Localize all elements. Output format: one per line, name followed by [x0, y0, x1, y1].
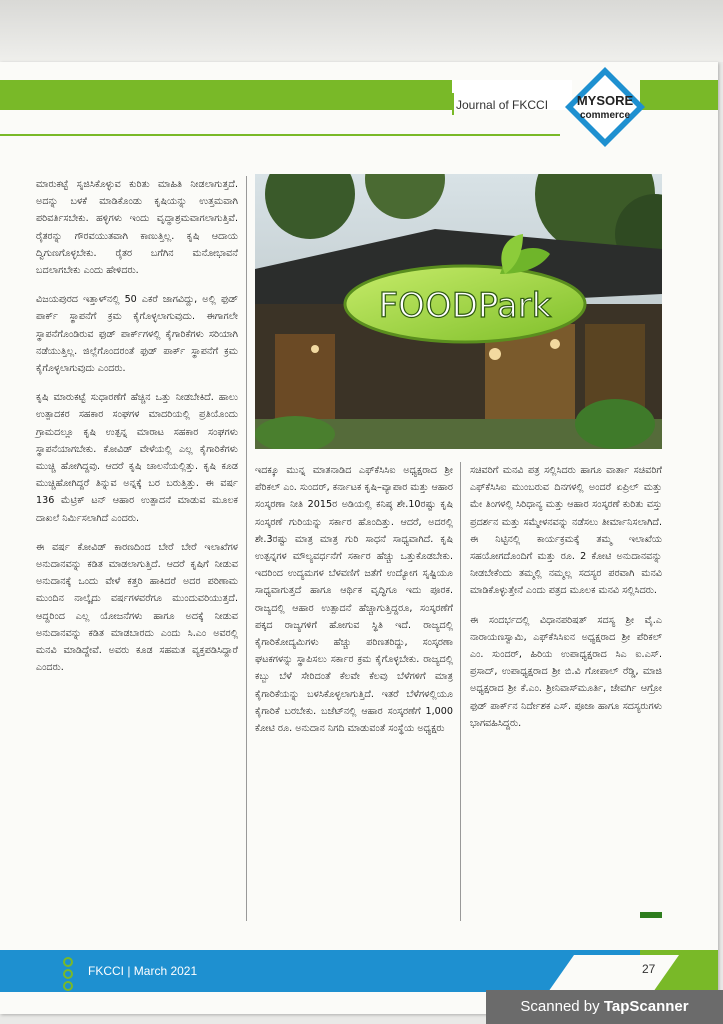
column-divider [460, 462, 461, 921]
mysore-commerce-logo [563, 65, 647, 149]
paragraph: ಮಾರುಕಟ್ಟೆ ಸೃಜಿಸಿಕೊಳ್ಳುವ ಕುರಿತು ಮಾಹಿತಿ ನೀಡಲಾಗುತ್ತದೆ. ಅದನ್ನು ಬಳಕೆ ಮಾಡಿಕೊಂಡು ಕೃಷಿಯನ್ನು ಉತ್ತಮವಾಗಿ ಪರಿವರ್ತಿಸಬೇಕು. ಹಳ್ಳಿಗಳು ಇಂದು ವೃದ್ಧಾಶ್ರಮವಾಗಲಾಗುತ್ತಿವೆ. ರೈತರನ್ನು ಗೌರವಯುತವಾಗಿ ಕಾಣುತ್ತಿಲ್ಲ. ಕೃಷಿ ಆದಾಯ ದ್ವಿಗುಣಗೊಳ್ಳಬೇಕು. ರೈತರ ಬಗೆಗಿನ ಮನೋಭಾವನೆ ಬದಲಾಗಬೇಕು ಎಂದು ಹೇಳಿದರು. [36, 179, 238, 277]
header-green-band [0, 80, 480, 110]
page-number: 27 [642, 962, 656, 976]
footer-issue: FKCCI | March 2021 [88, 964, 198, 978]
tapscanner-watermark [486, 990, 723, 1024]
watermark-brand: TapScanner [603, 998, 689, 1015]
watermark-prefix: Scanned by [520, 998, 604, 1015]
header-divider [452, 93, 454, 115]
food-park-photo [255, 174, 662, 449]
article-column-2 [255, 462, 453, 749]
article-end-mark [640, 912, 662, 918]
paragraph: ಸಚಿವರಿಗೆ ಮನವಿ ಪತ್ರ ಸಲ್ಲಿಸಿದರು ಹಾಗೂ ವಾರ್ತಾ ಸಚಿವರಿಗೆ ಎಫ್‌ಕೆಸಿಸಿಐ ಮುಂಬರುವ ದಿನಗಳಲ್ಲಿ ಅಂದರೆ ಏಪ್ರಿಲ್ ಮತ್ತು ಮೇ ತಿಂಗಳಲ್ಲಿ ಸಿರಿಧಾನ್ಯ ಮತ್ತು ಆಹಾರ ಸಂಸ್ಕರಣೆ ಕುರಿತು ವಸ್ತು ಪ್ರದರ್ಶನ ಮತ್ತು ಸಮ್ಮೇಳನವನ್ನು ನಡೆಸಲು ತೀರ್ಮಾನಿಸಲಾಗಿದೆ. ಈ ನಿಟ್ಟಿನಲ್ಲಿ ಕಾರ್ಯಕ್ರಮಕ್ಕೆ ತಮ್ಮ ಇಲಾಖೆಯ ಸಹಯೋಗದೊಂದಿಗೆ ಮತ್ತು ರೂ. 2 ಕೋಟಿ ಅನುದಾನವನ್ನು ನೀಡಬೇಕೆಂದು ತಮ್ಮಲ್ಲಿ ನಮ್ಮಲ್ಲ ಸದಸ್ಯರ ಪರವಾಗಿ ಮನವಿ ಮಾಡಿಕೊಳ್ಳುತ್ತೇನೆ ಎಂದು ಪತ್ರದ ಮೂಲಕ ಮನವಿ ಸಲ್ಲಿಸಿದರು. [470, 465, 662, 597]
binder-rings-icon [58, 954, 78, 994]
journal-title: Journal of FKCCI [456, 98, 549, 112]
column-divider [246, 176, 247, 921]
paragraph: ಈ ಸಂದರ್ಭದಲ್ಲಿ ವಿಧಾನಪರಿಷತ್ ಸದಸ್ಯ ಶ್ರೀ ವೈ.ಎ ನಾರಾಯಣಸ್ವಾಮಿ, ಎಫ್‌ಕೆಸಿಸಿಐನ ಅಧ್ಯಕ್ಷರಾದ ಶ್ರೀ ಪೆರಿಕಲ್ ಎಂ. ಸುಂದರ್, ಹಿರಿಯ ಉಪಾಧ್ಯಕ್ಷರಾದ ಸಿಎ ಐ.ಎಸ್. ಪ್ರಸಾದ್, ಉಪಾಧ್ಯಕ್ಷರಾದ ಶ್ರೀ ಬಿ.ವಿ ಗೋಪಾಲ್ ರೆಡ್ಡಿ, ಮಾಜಿ ಅಧ್ಯಕ್ಷರಾದ ಶ್ರೀ ಕೆ.ಎಂ. ಶ್ರೀನಿವಾಸ್‌ಮೂರ್ತಿ, ಜೇವರ್ಗಿ ಆಗ್ರೋ ಫುಡ್ ಪಾರ್ಕ್‌ನ ನಿರ್ದೇಶಕ ಎಸ್. ಪೂಜಾ ಹಾಗೂ ಸದಸ್ಯರುಗಳು ಭಾಗವಹಿಸಿದ್ದರು. [470, 614, 662, 729]
paragraph: ಈ ವರ್ಷ ಕೋವಿಡ್ ಕಾರಣದಿಂದ ಬೇರೆ ಬೇರೆ ಇಲಾಖೆಗಳ ಅನುದಾನವನ್ನು ಕಡಿತ ಮಾಡಲಾಗುತ್ತಿದೆ. ಆದರೆ ಕೃಷಿಗೆ ನೀಡುವ ಅನುದಾನಕ್ಕೆ ಒಂದು ವೇಳೆ ಕತ್ತರಿ ಹಾಕಿದರೆ ಅದರ ಪರಿಣಾಮ ಮುಂದಿನ ನಾಲ್ಕೈದು ವರ್ಷಗಳವರೆಗೂ ಮುಂದುವರಿಯುತ್ತದೆ. ಆದ್ದರಿಂದ ಎಲ್ಲ ಯೋಜನೆಗಳು ಹಾಗೂ ಅದಕ್ಕೆ ನೀಡುವ ಅನುದಾನವನ್ನು ಕಡಿತ ಮಾಡಬಾರದು ಎಂದು ಸಿ.ಎಂ ಅವರಲ್ಲಿ ಮನವಿ ಮಾಡಿದ್ದೇವೆ. ಅವರು ಕೂಡ ಸಹಮತ ವ್ಯಕ್ತಪಡಿಸಿದ್ದಾರೆ ಎಂದರು. [36, 541, 238, 674]
article-column-3 [470, 462, 662, 744]
header-rule [0, 134, 560, 136]
logo-line2: commerce [579, 110, 631, 121]
paragraph: ಇದಕ್ಕೂ ಮುನ್ನ ಮಾತನಾಡಿದ ಎಫ್‌ಕೆಸಿಸಿಐ ಅಧ್ಯಕ್ಷರಾದ ಶ್ರೀ ಪೆರಿಕಲ್ ಎಂ. ಸುಂದರ್, ಕರ್ನಾಟಕ ಕೃಷಿ–ವ್ಯಾಪಾರ ಮತ್ತು ಆಹಾರ ಸಂಸ್ಕರಣಾ ನೀತಿ 2015ರ ಅಡಿಯಲ್ಲಿ ಕನಿಷ್ಠ ಶೇ.10ರಷ್ಟು ಕೃಷಿ ಸಂಸ್ಕರಣೆ ಗುರಿಯನ್ನು ಸರ್ಕಾರ ಹೊಂದಿತ್ತು. ಆದರೆ, ಅದರಲ್ಲಿ ಶೇ.3ರಷ್ಟು ಮಾತ್ರ ಮಾತ್ರ ಗುರಿ ಸಾಧನೆ ಸಾಧ್ಯವಾಗಿದೆ. ಕೃಷಿ ಉತ್ಪನ್ನಗಳ ಮೌಲ್ಯವರ್ಧನೆಗೆ ಸರ್ಕಾರ ಹೆಚ್ಚು ಒತ್ತುಕೊಡಬೇಕು. ಇದರಿಂದ ಉದ್ಯಮಗಳ ಬೆಳವಣಿಗೆ ಜತೆಗೆ ಉದ್ಯೋಗ ಸೃಷ್ಟಿಯೂ ಸಾಧ್ಯವಾಗುತ್ತದೆ ಹಾಗೂ ಆರ್ಥಿಕ ವೃದ್ಧಿಗೂ ಇದು ಪೂರಕ. ರಾಜ್ಯದಲ್ಲಿ ಆಹಾರ ಉತ್ಪಾದನೆ ಹೆಚ್ಚಾಗುತ್ತಿದ್ದರೂ, ಸಂಸ್ಕರಣೆಗೆ ಪಕ್ಕದ ರಾಜ್ಯಗಳಿಗೆ ಹೋಗುವ ಸ್ಥಿತಿ ಇದೆ. ರಾಜ್ಯದಲ್ಲಿ ಕೈಗಾರಿಕೋದ್ಯಮಿಗಳು ಹೆಚ್ಚು ಪರಿಣತರಿದ್ದು, ಸಂಸ್ಕರಣಾ ಘಟಕಗಳನ್ನು ಸ್ಥಾಪಿಸಲು ಸರ್ಕಾರ ಕ್ರಮ ಕೈಗೊಳ್ಳಬೇಕು. ರಾಜ್ಯದಲ್ಲಿ ಕಬ್ಬು ಬೆಳೆ ಸೇರಿದಂತೆ ಕೆಲವೇ ಕೆಲವು ಬೆಳೆಗಳಿಗೆ ಮಾತ್ರ ಕೈಗಾರಿಕೆಯನ್ನು ಬಳಸಿಕೊಳ್ಳಲಾಗುತ್ತಿದೆ. ಇತರೆ ಬೆಳೆಗಳಲ್ಲಿಯೂ ಕೈಗಾರಿಕೆ ಬರಬೇಕು. ಬಜೆಟ್‌ನಲ್ಲಿ ಆಹಾರ ಸಂಸ್ಕರಣೆಗೆ 1,000 ಕೋಟಿ ರೂ. ಅನುದಾನ ನಿಗದಿ ಮಾಡುವಂತೆ ಸಂಸ್ಥೆಯ ಅಧ್ಯಕ್ಷರು [255, 465, 453, 735]
logo-line1: MYSORE [576, 93, 634, 108]
food-park-sign-text: FOODPark [378, 286, 552, 326]
header-green-band-right [640, 80, 718, 110]
scan-top-shadow [0, 0, 723, 62]
article-column-1 [36, 176, 238, 688]
paragraph: ಕೃಷಿ ಮಾರುಕಟ್ಟೆ ಸುಧಾರಣೆಗೆ ಹೆಚ್ಚಿನ ಒತ್ತು ನೀಡಬೇಕಿದೆ. ಹಾಲು ಉತ್ಪಾದಕರ ಸಹಕಾರ ಸಂಘಗಳ ಮಾದರಿಯಲ್ಲಿ ಪ್ರತಿಯೊಂದು ಗ್ರಾಮದಲ್ಲೂ ಕೃಷಿ ಉತ್ಪನ್ನ ಮಾರಾಟ ಸಹಕಾರ ಸಂಘಗಳು ಸ್ಥಾಪನೆಯಾಗಬೇಕು. ಕೋವಿಡ್ ವೇಳೆಯಲ್ಲಿ ಎಲ್ಲ ಕೈಗಾರಿಕೆಗಳು ಮುಚ್ಚಿ ಹೋಗಿದ್ದವು. ಆದರೆ ಕೃಷಿ ಚಾಲನೆಯಲ್ಲಿತ್ತು. ಕೃಷಿ ಕೂಡ ಮುಚ್ಚಿಹೋಗಿದ್ದರೆ ತಿನ್ನುವ ಅನ್ನಕ್ಕೆ ಬರ ಬರುತ್ತಿತ್ತು. ಈ ವರ್ಷ 136 ಮೆಟ್ರಿಕ್ ಟನ್ ಆಹಾರ ಉತ್ಪಾದನೆ ಮಾಡುವ ಮೂಲಕ ದಾಖಲೆ ನಿರ್ಮಿಸಲಾಗಿದೆ ಎಂದರು. [36, 392, 238, 524]
paragraph: ವಿಜಯಪುರದ ಇತ್ತಾಳ್‌ನಲ್ಲಿ 50 ಎಕರೆ ಜಾಗವಿದ್ದು, ಅಲ್ಲಿ ಫುಡ್ ಪಾರ್ಕ್ ಸ್ಥಾಪನೆಗೆ ಕ್ರಮ ಕೈಗೊಳ್ಳಲಾಗುವುದು. ಈಗಾಗಲೇ ಸ್ಥಾಪನೆಗೊಂಡಿರುವ ಫುಡ್ ಪಾರ್ಕ್‌ಗಳಲ್ಲಿ ಕೈಗಾರಿಕೆಗಳು ಸರಿಯಾಗಿ ನಡೆಯುತ್ತಿಲ್ಲ. ಜಿಲ್ಲೆಗೊಂದರಂತೆ ಫುಡ್ ಪಾರ್ಕ್ ಸ್ಥಾಪನೆಗೆ ಕ್ರಮ ಕೈಗೊಳ್ಳಲಾಗುವುದು ಎಂದರು. [36, 294, 238, 375]
